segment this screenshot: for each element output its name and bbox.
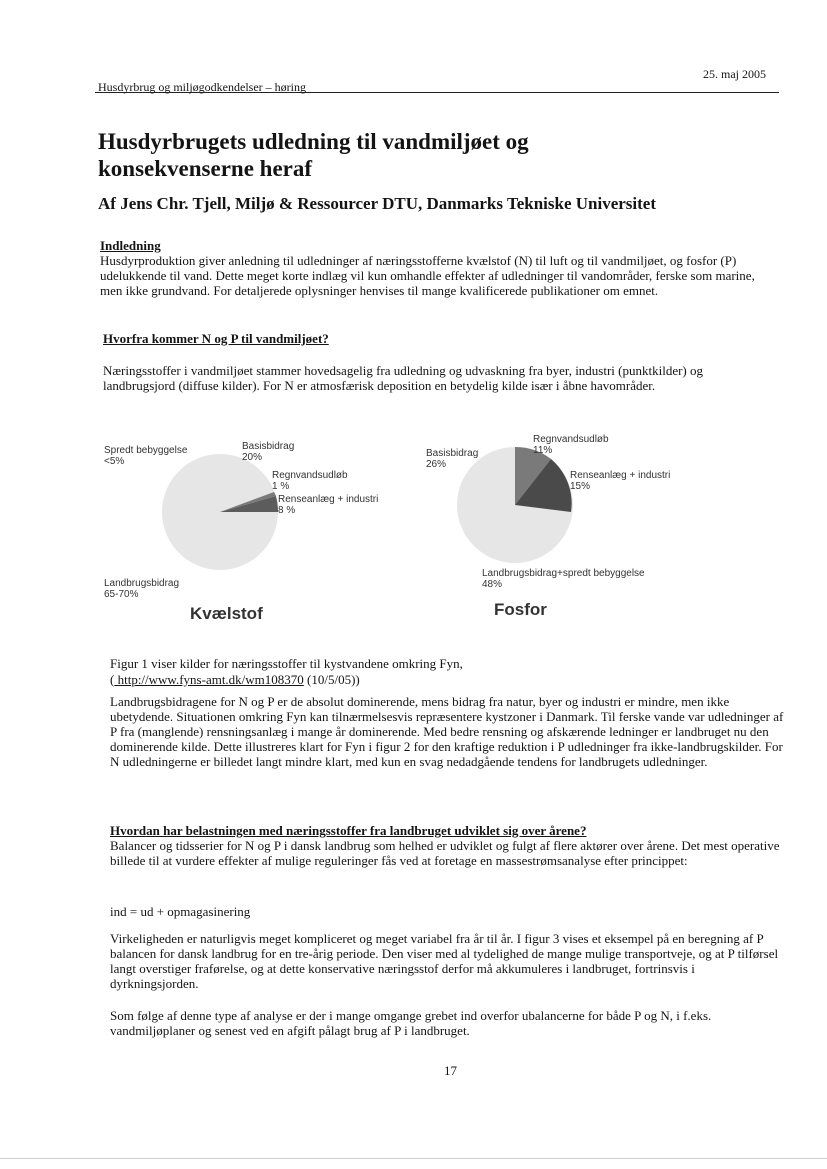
- development-paragraph: Balancer og tidsserier for N og P i dansk landbrug som helhed er udviklet og fulgt af flere aktører over årene. Det mest operative billede til at vurdere effekter af mulige reguleringer fås ved at foretage en massestrømsanalyse efter princippet:: [110, 838, 780, 868]
- title-line-1: Husdyrbrugets udledning til vandmiljøet og: [98, 129, 529, 154]
- header-date: 25. maj 2005: [703, 67, 766, 81]
- nitrogen-chart-title: Kvælstof: [190, 604, 263, 623]
- bottom-divider: [0, 1158, 827, 1159]
- nitrogen-label-landbrug: Landbrugsbidrag 65-70%: [104, 578, 180, 600]
- section-heading-development: Hvordan har belastningen med næringsstoffer fra landbruget udviklet sig over årene?: [110, 823, 587, 838]
- mass-balance-formula: ind = ud + opmagasinering: [110, 904, 251, 919]
- nitrogen-label-spredt: Spredt bebyggelse <5%: [104, 445, 188, 467]
- author-line: Af Jens Chr. Tjell, Miljø & Ressourcer DTU, Danmarks Tekniske Universitet: [98, 194, 657, 213]
- nitrogen-label-basis: Basisbidrag 20%: [242, 441, 295, 463]
- header-divider: [95, 92, 779, 93]
- caption-line-2: ( http://www.fyns-amt.dk/wm108370 (10/5/05)): [110, 672, 360, 687]
- page-title: [98, 128, 718, 182]
- caption-link[interactable]: http://www.fyns-amt.dk/wm108370: [114, 672, 304, 687]
- phosphorus-label-renseanlaeg: Renseanlæg + industri 15%: [570, 470, 671, 492]
- intro-heading: Indledning: [100, 238, 161, 253]
- section-heading-sources: Hvorfra kommer N og P til vandmiljøet?: [103, 331, 329, 346]
- reality-paragraph: Virkeligheden er naturligvis meget kompliceret og meget variabel fra år til år. I figur 3 vises et eksempel på en beregning af P balancen for dansk landbrug for en tre-årig periode. Den viser med al tydelighed de mange mulige transportveje, og at P tilførsel langt overstiger fraførelse, og at dette konservative næringsstof derfor må akkumuleres i landbruget, fortrinsvis i dyrkningsjorden.: [110, 931, 779, 991]
- page-number: 17: [444, 1063, 457, 1078]
- caption-line-1: Figur 1 viser kilder for næringsstoffer til kystvandene omkring Fyn,: [110, 656, 463, 671]
- phosphorus-label-landbrug: Landbrugsbidrag+spredt bebyggelse 48%: [482, 568, 645, 590]
- phosphorus-chart-title: Fosfor: [494, 600, 547, 619]
- intro-paragraph: Husdyrproduktion giver anledning til udledninger af næringsstofferne kvælstof (N) til luft og til vandmiljøet, og fosfor (P) udelukkende til vand. Dette meget korte indlæg vil kun omhandle effekter af udledninger til vandområder, ferske som marine, men ikke grundvand. For detaljerede oplysninger henvises til mange kvalificerede publikationer om emnet.: [100, 253, 755, 298]
- nitrogen-pie-chart: [160, 452, 290, 582]
- phosphorus-label-basis: Basisbidrag 26%: [426, 448, 479, 470]
- landbrug-paragraph: Landbrugsbidragene for N og P er de absolut dominerende, mens bidrag fra natur, byer og industri er mindre, men ikke ubetydende. Situationen omkring Fyn kan tilnærmelsesvis repræsentere kystzoner i Danmark. Til ferske vande var udledninger af P fra (manglende) rensningsanlæg i mange år dominerende. Med bedre rensning og afskærende ledninger er landbruget nu den dominerende kilde. Dette illustreres klart for Fyn i figur 2 for den kraftige reduktion i P udledninger fra ikke-landbrugskilder. For N udledningerne er billedet langt mindre klart, med kun en svag nedadgående tendens for landbrugets udledninger.: [110, 694, 784, 769]
- running-header: Husdyrbrug og miljøgodkendelser – høring: [98, 80, 306, 94]
- figure-caption: [110, 656, 463, 688]
- sources-paragraph: Næringsstoffer i vandmiljøet stammer hovedsagelig fra udledning og udvaskning fra byer, industri (punktkilder) og landbrugsjord (diffuse kilder). For N er atmosfærisk deposition en betydelig kilde især i åbne havområder.: [103, 363, 704, 393]
- nitrogen-label-renseanlaeg: Renseanlæg + industri 8 %: [278, 494, 379, 516]
- phosphorus-label-regnvand: Regnvandsudløb 11%: [533, 434, 609, 456]
- title-line-2: konsekvenserne heraf: [98, 156, 313, 181]
- nitrogen-label-regnvand: Regnvandsudløb 1 %: [272, 470, 348, 492]
- consequence-paragraph: Som følge af denne type af analyse er der i mange omgange grebet ind overfor ubalancerne for både P og N, i f.eks. vandmiljøplaner og senest ved en afgift pålagt brug af P i landbruget.: [110, 1008, 712, 1038]
